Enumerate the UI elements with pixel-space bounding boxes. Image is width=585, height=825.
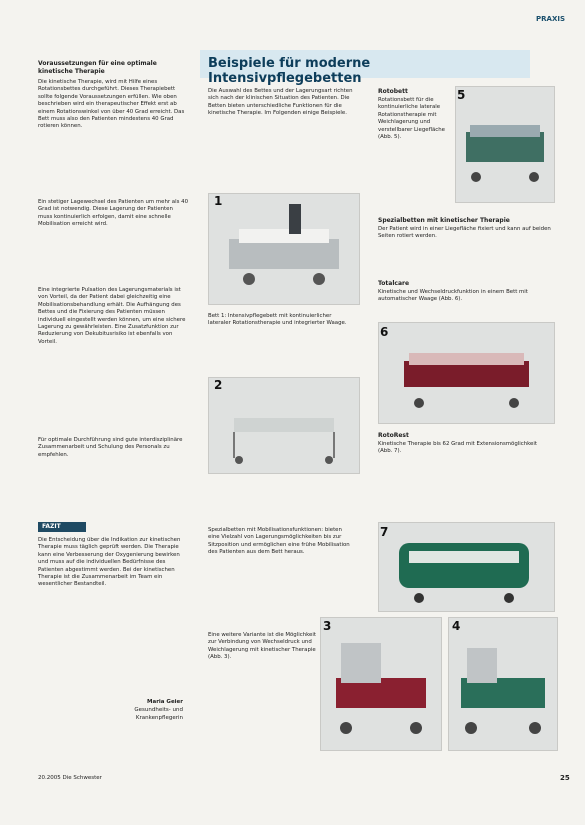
footer-issue: 20.2005 Die Schwester — [38, 775, 102, 781]
author-role-2: Krankenpflegerin — [135, 715, 183, 721]
left-paragraph-4: Für optimale Durchführung sind gute interdisziplinäre Zusammenarbeit und Schulung des Personals zu empfehlen. — [38, 437, 183, 458]
bed-2-illustration — [209, 378, 359, 473]
left-paragraph-1: Die kinetische Therapie, wird mit Hilfe eines Rotationsbettes durchgeführt. Dieses Therapiebett sollte folgende Voraussetzungen erfüllen. Wie oben beschrieben wird ein therapeutischer Effekt erst ab einem Rotationswinkel von über 40 Grad erreicht. Das Bett muss also den Patienten mindestens 40 Grad rotieren können. — [38, 79, 185, 130]
author-role-1: Gesundheits- und — [134, 707, 183, 713]
right-title-2: Spezialbetten mit kinetischer Therapie — [378, 217, 510, 224]
figure-number-5: 5 — [457, 88, 466, 102]
left-paragraph-3: Eine integrierte Pulsation des Lagerungsmaterials ist von Vorteil, da der Patient dabei gleichzeitig eine Mobilisationsbehandlung erhält. Die Aufhängung des Bettes und die Fixierung des Patienten müssen individuell eingestellt werden können, um eine sichere Lagerung zu gewährleisten. Eine Zusatzfunktion zur Reduzierung von Dekubitusrisiko ist ebenfalls von Vorteil. — [38, 287, 186, 345]
photo-bed-5 — [455, 86, 555, 203]
author-block — [38, 698, 183, 722]
bed-7-illustration — [379, 523, 554, 611]
bed-6-illustration — [379, 323, 554, 423]
figure-number-7: 7 — [380, 525, 389, 539]
page-number: 25 — [560, 774, 570, 782]
bed-1-illustration — [209, 194, 359, 304]
bed-3-illustration — [321, 618, 441, 750]
photo-bed-6 — [378, 322, 555, 424]
figure-number-1: 1 — [214, 194, 223, 208]
caption-1: Bett 1: Intensivpflegebett mit kontinuierlicher lateraler Rotationstherapie und integrierter Waage. — [208, 313, 347, 327]
author-name: Maria Geier — [147, 699, 183, 705]
right-desc-3: Kinetische und Wechseldruckfunktion in einem Bett mit automatischer Waage (Abb. 6). — [378, 289, 528, 303]
caption-3: Eine weitere Variante ist die Möglichkeit zur Verbindung von Wechseldruck und Weichlagerung mit kinetischer Therapie (Abb. 3). — [208, 632, 316, 661]
right-desc-2: Der Patient wird in einer Liegefläche fixiert und kann auf beiden Seiten rotiert werden. — [378, 226, 551, 240]
section-label: PRAXIS — [536, 15, 565, 23]
figure-number-3: 3 — [323, 619, 332, 633]
photo-bed-7 — [378, 522, 555, 612]
fazit-text: Die Entscheidung über die Indikation zur kinetischen Therapie muss täglich geprüft werden. Die Therapie kann eine Verbesserung der Oxygenierung bewirken und muss auf die individuellen Bedürfnisse des Patienten abgestimmt werden. Bei der kinetischen Therapie ist die Zusammenarbeit im Team ein wesentlicher Bestandteil. — [38, 537, 181, 588]
right-desc-1: Rotationsbett für die kontinuierliche laterale Rotationstherapie mit Weichlagerung und verstellbarer Liegefläche (Abb. 5). — [378, 97, 445, 141]
page-title: Beispiele für moderne Intensivpflegebetten — [208, 56, 371, 86]
photo-bed-4 — [448, 617, 558, 751]
figure-number-2: 2 — [214, 378, 223, 392]
right-title-1: Rotobett — [378, 88, 408, 95]
photo-bed-2 — [208, 377, 360, 474]
photo-bed-1 — [208, 193, 360, 305]
fazit-badge: FAZIT — [38, 522, 86, 532]
left-paragraph-2: Ein stetiger Lagewechsel des Patienten um mehr als 40 Grad ist notwendig. Diese Lagerung der Patienten muss kontinuierlich erfolgen, damit eine schnelle Mobilisation erreicht wird. — [38, 199, 188, 228]
right-title-4: RotoRest — [378, 432, 409, 439]
right-desc-4: Kinetische Therapie bis 62 Grad mit Extensionsmöglichkeit (Abb. 7). — [378, 441, 537, 455]
figure-number-6: 6 — [380, 325, 389, 339]
bed-5-illustration — [456, 87, 554, 202]
middle-intro: Die Auswahl des Bettes und der Lagerungsart richten sich nach der klinischen Situation des Patienten. Die Betten bieten unterschiedliche Funktionen für die kinetische Therapie. Im Folgenden einige Beispiele. — [208, 88, 353, 117]
left-heading: Voraussetzungen für eine optimale kinetische Therapie — [38, 60, 157, 75]
photo-bed-3 — [320, 617, 442, 751]
caption-2: Spezialbetten mit Mobilisationsfunktionen: bieten eine Vielzahl von Lagerungsmöglichkeiten bis zur Sitzposition und ermöglichen eine frühe Mobilisation des Patienten aus dem Bett heraus. — [208, 527, 350, 556]
bed-4-illustration — [449, 618, 557, 750]
figure-number-4: 4 — [452, 619, 461, 633]
right-title-3: Totalcare — [378, 280, 410, 287]
